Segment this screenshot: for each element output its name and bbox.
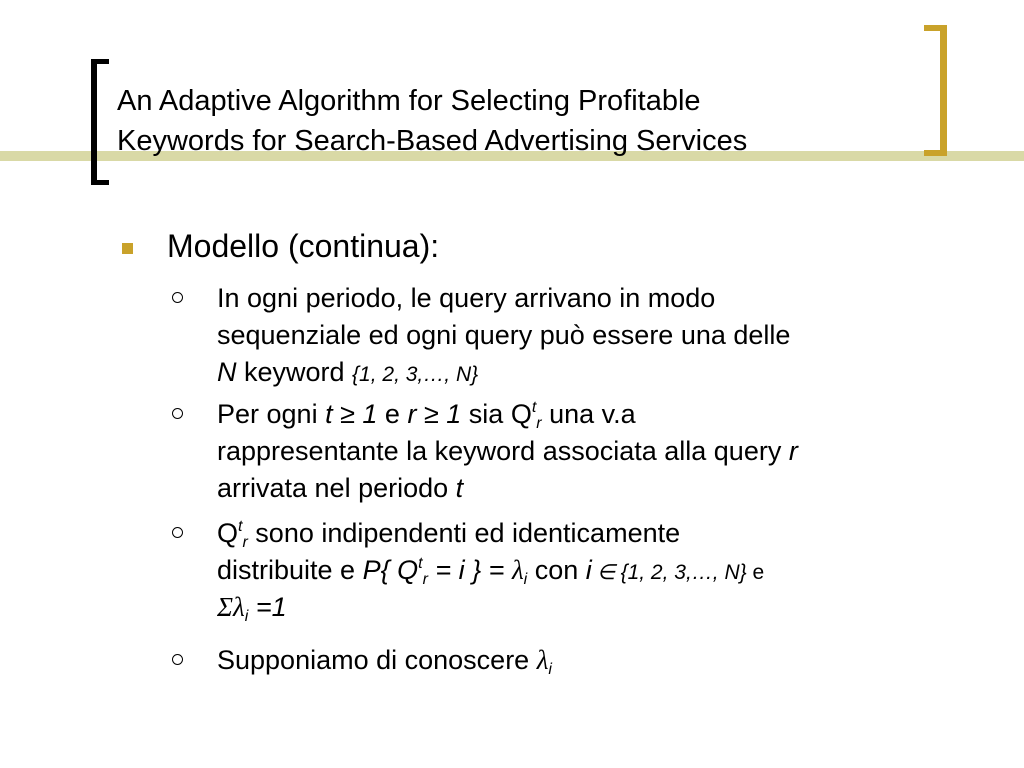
sigma-symbol: Σ: [217, 592, 234, 622]
item2-line3-text: arrivata nel periodo: [217, 473, 456, 503]
var-r: r: [788, 436, 798, 466]
lambda-symbol: λ: [536, 645, 549, 675]
item2-line3: [217, 470, 798, 507]
item3-line1: [217, 515, 764, 552]
item2-text-c: sia Q: [461, 399, 532, 429]
item3-line1-text: sono indipendenti ed identicamente: [247, 518, 681, 548]
left-bracket-decoration: [91, 59, 109, 185]
square-bullet-icon: [122, 243, 133, 254]
index-set: {1, 2, 3,…, N}: [620, 561, 747, 584]
p-subscript: r: [422, 571, 428, 588]
item1-line2: sequenziale ed ogni query può essere una delle: [217, 320, 791, 350]
item1-line1: In ogni periodo, le query arrivano in modo: [217, 283, 716, 313]
right-bracket-decoration: [924, 25, 947, 156]
ring-bullet-icon: [172, 654, 183, 665]
con-text: con: [527, 555, 586, 585]
item4-text: Supponiamo di conoscere: [217, 645, 537, 675]
var-t: t: [455, 473, 464, 503]
q-subscript: r: [536, 415, 542, 432]
ring-bullet-icon: [172, 292, 183, 303]
q-superscript: t: [531, 399, 537, 416]
item2-line2-text: rappresentante la keyword associata alla query: [217, 436, 789, 466]
lambda-subscript: i: [548, 661, 552, 678]
item3-line2: [217, 552, 764, 589]
item3-line2-text: distribuite e: [217, 555, 363, 585]
item1-keyword: keyword: [236, 357, 353, 387]
bullet-heading: Modello (continua):: [167, 228, 440, 264]
q-subscript: r: [242, 534, 248, 551]
title-line-2: Keywords for Search-Based Advertising Services: [117, 125, 748, 157]
sum-equals: =1: [248, 592, 287, 622]
var-i: i: [585, 555, 592, 585]
item4-line1: [217, 642, 552, 679]
item2-text-d: una v.a: [541, 399, 636, 429]
var-n: N: [217, 357, 237, 387]
r-condition: r ≥ 1: [407, 399, 462, 429]
q-superscript: t: [238, 518, 243, 535]
lambda-subscript: i: [523, 571, 528, 588]
item2-line1: [217, 396, 798, 433]
title-line-1: An Adaptive Algorithm for Selecting Profitable: [117, 85, 701, 117]
probability-expr: P{ Q: [362, 555, 419, 585]
item1-line3: [217, 354, 790, 391]
ring-bullet-icon: [172, 408, 183, 419]
lambda-subscript: i: [244, 608, 249, 625]
e-text: e: [746, 561, 765, 584]
probability-eq: = i } =: [427, 555, 512, 585]
p-superscript: t: [418, 555, 423, 572]
element-of-symbol: ∈: [591, 560, 621, 584]
q-symbol: Q: [217, 518, 239, 548]
lambda-symbol: λ: [233, 592, 245, 622]
t-condition: t ≥ 1: [325, 399, 378, 429]
item2-text-b: e: [377, 399, 408, 429]
item2-line2: [217, 433, 798, 470]
item2-text-a: Per ogni: [217, 399, 326, 429]
lambda-symbol: λ: [511, 555, 524, 585]
ring-bullet-icon: [172, 527, 183, 538]
item3-line3: [217, 589, 764, 626]
keyword-set: {1, 2, 3,…, N}: [352, 363, 479, 386]
slide-title: [117, 81, 917, 161]
